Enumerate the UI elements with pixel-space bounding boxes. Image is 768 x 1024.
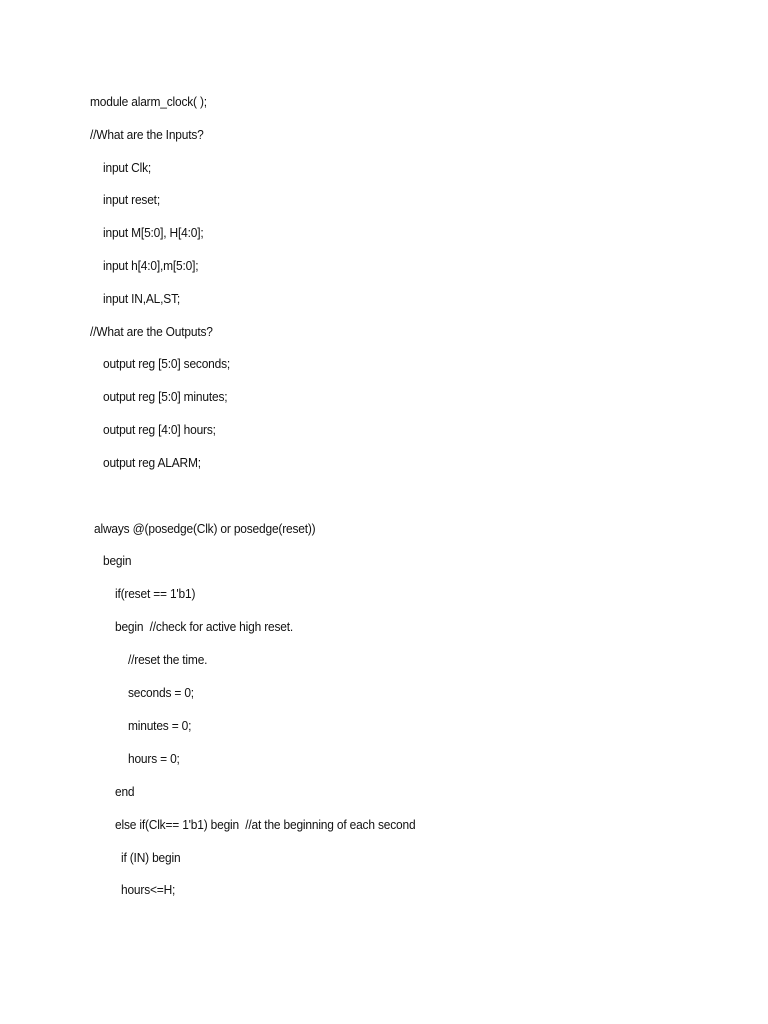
code-line-15: if(reset == 1'b1) [115, 586, 196, 601]
code-line-7: input IN,AL,ST; [103, 291, 181, 306]
code-line-12: output reg ALARM; [103, 455, 201, 470]
code-line-9: output reg [5:0] seconds; [103, 356, 231, 371]
code-line-3: input Clk; [103, 160, 152, 175]
code-line-2: //What are the Inputs? [90, 127, 204, 142]
code-line-8: //What are the Outputs? [90, 324, 213, 339]
code-line-6: input h[4:0],m[5:0]; [103, 258, 199, 273]
code-line-10: output reg [5:0] minutes; [103, 389, 228, 404]
code-line-11: output reg [4:0] hours; [103, 422, 216, 437]
code-line-17: //reset the time. [128, 652, 208, 667]
code-line-5: input M[5:0], H[4:0]; [103, 225, 204, 240]
code-line-24: hours<=H; [121, 882, 176, 897]
code-line-21: end [115, 784, 135, 799]
code-line-18: seconds = 0; [128, 685, 194, 700]
code-line-22: else if(Clk== 1'b1) begin //at the beginning of each second [115, 817, 416, 832]
code-line-1: module alarm_clock( ); [90, 94, 207, 109]
code-line-23: if (IN) begin [121, 850, 181, 865]
code-line-13: always @(posedge(Clk) or posedge(reset)) [94, 521, 316, 536]
code-line-14: begin [103, 553, 132, 568]
code-line-19: minutes = 0; [128, 718, 192, 733]
code-line-4: input reset; [103, 192, 160, 207]
code-line-16: begin //check for active high reset. [115, 619, 294, 634]
code-line-20: hours = 0; [128, 751, 180, 766]
